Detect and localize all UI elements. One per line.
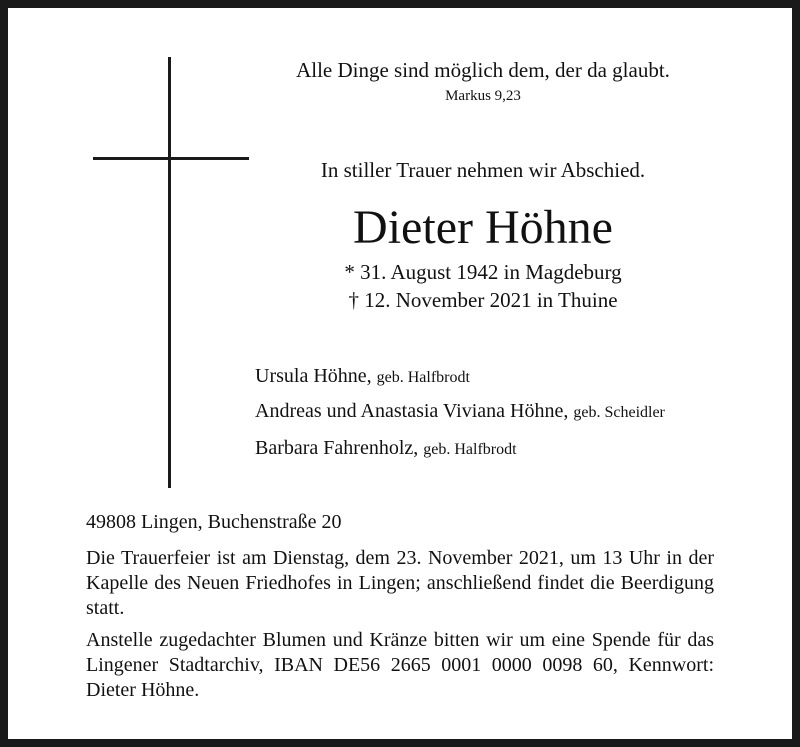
deceased-name: Dieter Höhne [353, 201, 613, 254]
funeral-info: Die Trauerfeier ist am Dienstag, dem 23. November 2021, um 13 Uhr in der Kapelle des Neuen Friedhofes in Lingen; anschließend findet die Beerdigung statt. [86, 547, 714, 619]
death-line: † 12. November 2021 in Thuine [348, 288, 618, 312]
mourner-note: geb. Halfbrodt [423, 441, 517, 458]
mourner-note: geb. Scheidler [573, 404, 665, 421]
mourner-name: Ursula Höhne, [255, 365, 372, 387]
bible-verse: Alle Dinge sind möglich dem, der da glaubt. [296, 58, 670, 82]
address-line: 49808 Lingen, Buchenstraße 20 [86, 511, 342, 533]
cross-icon-horizontal [93, 157, 249, 160]
intro-line: In stiller Trauer nehmen wir Abschied. [320, 158, 646, 182]
mourner-name: Barbara Fahrenholz, [255, 437, 419, 459]
mourner-note: geb. Halfbrodt [376, 369, 470, 386]
donation-request: Anstelle zugedachter Blumen und Kränze bitten wir um eine Spende für das Lingener Stadtarchiv, IBAN DE56 2665 0001 0000 0098 60, Kennwort: Dieter Höhne. [86, 629, 714, 701]
verse-reference: Markus 9,23 [445, 88, 521, 104]
cross-icon-vertical [168, 57, 171, 488]
mourner-name: Andreas und Anastasia Viviana Höhne, [255, 400, 569, 422]
mourner-item [255, 437, 517, 460]
birth-line: * 31. August 1942 in Magdeburg [344, 260, 622, 284]
mourner-item [255, 365, 470, 388]
mourner-item [255, 400, 665, 423]
